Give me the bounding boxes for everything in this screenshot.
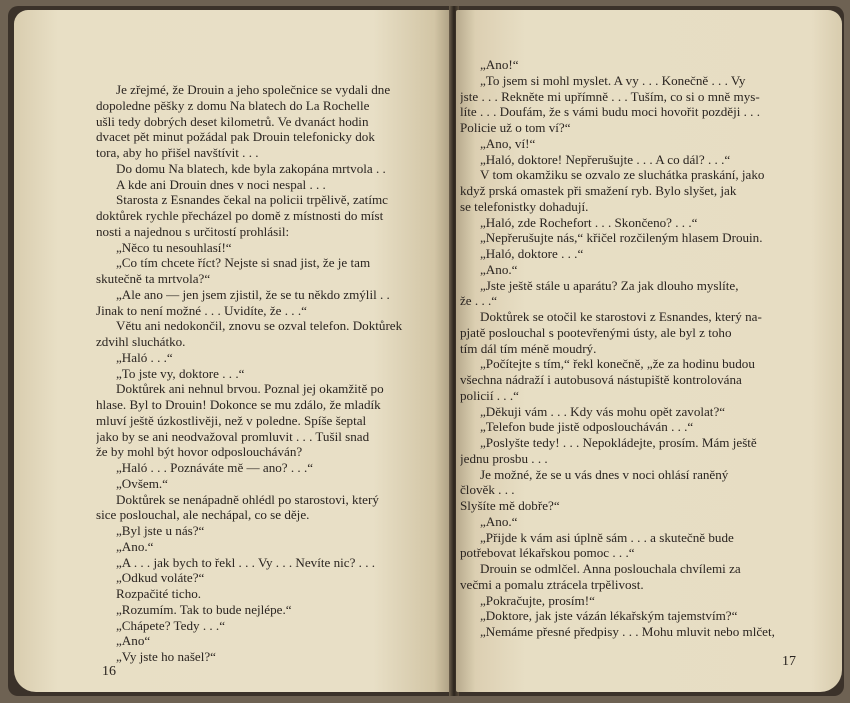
text-line: dvacet pět minut požádal pak Drouin telefonicky dok [96, 129, 375, 145]
right-page-number: 17 [782, 654, 796, 669]
text-line: mluví ještě úzkostlivěji, než v poledne. Spíše šeptal [96, 412, 367, 428]
text-line: jednu prosbu . . . [460, 450, 548, 466]
text-line: Je zřejmé, že Drouin a jeho společnice se vydali dne [116, 82, 391, 97]
text-line: „Ovšem.“ [116, 475, 168, 491]
text-line: „Telefon bude jistě odposloucháván . . .“ [480, 419, 694, 435]
text-line: „Pokračujte, prosím!“ [480, 592, 595, 608]
text-line: „Doktore, jak jste vázán lékařským tajemstvím?“ [480, 608, 738, 624]
text-line: „Děkuji vám . . . Kdy vás mohu opět zavolat?“ [480, 403, 726, 419]
text-line: doktůrek rychle přecházel po domě z místnosti do míst [96, 208, 384, 223]
text-line: tora, aby ho přišel navštívit . . . [96, 145, 259, 160]
text-line: „Jste ještě stále u aparátu? Za jak dlouho myslíte, [480, 277, 739, 293]
left-page [14, 10, 452, 692]
text-line: Drouin se odmlčel. Anna poslouchala chvílemi za [480, 561, 741, 576]
text-line: hlase. Byl to Drouin! Dokonce se mu zdálo, že mladík [96, 397, 381, 412]
left-page-number: 16 [102, 664, 116, 679]
text-line: pjatě poslouchal s pootevřenými ústy, ale byl z toho [460, 324, 732, 340]
text-line: „Ano!“ [480, 57, 519, 72]
text-line: „Haló, zde Rochefort . . . Skončeno? . . .“ [480, 214, 698, 230]
text-line: zdvihl sluchátko. [96, 334, 186, 349]
text-line: Starosta z Esnandes čekal na policii trpělivě, zatímc [116, 192, 388, 208]
text-line: Je možné, že se u vás dnes v noci ohlásí raněný [480, 466, 729, 482]
text-line: „A . . . jak bych to řekl . . . Vy . . . Nevíte nic? . . . [116, 554, 376, 570]
text-line: V tom okamžiku se ozvalo ze sluchátka praskání, jako [480, 167, 765, 183]
text-line: Doktůrek ani nehnul brvou. Poznal jej okamžitě po [116, 381, 384, 397]
text-line: „Nepřerušujte nás,“ křičel rozčileným hlasem Drouin. [480, 230, 763, 246]
text-line: „To jsem si mohl myslet. A vy . . . Konečně . . . Vy [480, 72, 746, 88]
text-line: „Chápete? Tedy . . .“ [116, 617, 226, 633]
open-book [8, 6, 844, 696]
text-line: Do domu Na blatech, kde byla zakopána mrtvola . . [116, 160, 386, 176]
text-line: „Přijde k vám asi úplně sám . . . a skutečně bude [480, 529, 734, 545]
text-line: večmi a pomalu ztrácela trpělivost. [460, 576, 644, 592]
text-line: když prská omastek při smažení ryb. Bylo slyšet, jak [460, 183, 737, 198]
text-line: všechna nádraží i autobusová nástupiště kontrolována [460, 372, 742, 387]
right-page-text [460, 57, 816, 640]
text-line: tím dál tím méně moudrý. [460, 340, 597, 356]
text-line: jste . . . Rekněte mi upřímně . . . Tuším, co si o mně mys- [460, 88, 760, 104]
text-line: policií . . .“ [460, 387, 519, 403]
text-line: „Haló, doktore . . .“ [480, 246, 584, 261]
text-line: „Něco tu nesouhlasí!“ [116, 239, 232, 255]
text-line: „Ano.“ [480, 513, 518, 529]
text-line: Doktůrek se nenápadně ohlédl po starostovi, který [116, 491, 379, 507]
text-line: že . . .“ [460, 293, 498, 309]
text-line: Policie už o tom ví?“ [460, 120, 571, 135]
text-line: „Haló, doktore! Nepřerušujte . . . A co dál? . . .“ [480, 151, 731, 167]
text-line: že by mohl být hovor odposloucháván? [96, 444, 303, 460]
text-line: „Haló . . . Poznáváte mě — ano? . . .“ [116, 460, 314, 475]
text-line: „Ano.“ [480, 261, 518, 277]
text-line: Větu ani nedokončil, znovu se ozval telefon. Doktůrek [116, 318, 403, 334]
left-page-text [96, 82, 448, 665]
text-line: „Haló . . .“ [116, 349, 173, 365]
text-line: skutečně ta mrtvola?“ [96, 271, 211, 286]
text-line: jako by se ani neodvažoval promluvit . . . Tušil snad [96, 428, 370, 444]
text-line: „Ano“ [116, 633, 151, 649]
text-line: líte . . . Doufám, že s vámi budu moci hovořit později . . . [460, 104, 761, 120]
right-page [456, 10, 842, 692]
text-line: se telefonistky dohadují. [460, 198, 589, 214]
text-line: Doktůrek se otočil ke starostovi z Esnandes, který na- [480, 309, 762, 324]
text-line: člověk . . . [460, 482, 515, 498]
text-line: „Ano.“ [116, 538, 154, 554]
text-line: „Odkud voláte?“ [116, 570, 205, 586]
text-line: „Nemáme přesné předpisy . . . Mohu mluvit nebo mlčet, [480, 624, 775, 639]
text-line: ušli tedy dobrých deset kilometrů. Ve dvanáct hodin [96, 113, 369, 129]
text-line: „Rozumím. Tak to bude nejlépe.“ [116, 601, 292, 617]
text-line: „Byl jste u nás?“ [116, 523, 205, 538]
text-line: „Počítejte s tím,“ řekl konečně, „že za hodinu budou [480, 356, 755, 372]
text-line: Rozpačité ticho. [116, 586, 202, 601]
text-line: nosti a najednou s určitostí prohlásil: [96, 223, 290, 239]
text-line: potřebovat lékařskou pomoc . . .“ [460, 545, 635, 561]
text-line: „Vy jste ho našel?“ [116, 649, 216, 664]
text-line: „Co tím chcete říct? Nejste si snad jist, že je tam [116, 255, 371, 271]
text-line: Jinak to není možné . . . Uvidíte, že . . .“ [96, 302, 307, 318]
text-line: A kde ani Drouin dnes v noci nespal . . . [116, 176, 326, 192]
text-line: „To jste vy, doktore . . .“ [116, 365, 245, 381]
text-line: „Ano, ví!“ [480, 135, 536, 151]
text-line: „Ale ano — jen jsem zjistil, že se tu někdo zmýlil . . [116, 286, 390, 302]
text-line: sice poslouchal, ale nechápal, co se děje. [96, 507, 310, 523]
text-line: dopoledne pěšky z domu Na blatech do La Rochelle [96, 97, 370, 113]
text-line: „Poslyšte tedy! . . . Nepokládejte, prosím. Mám ještě [480, 435, 757, 450]
text-line: Slyšíte mě dobře?“ [460, 498, 560, 513]
